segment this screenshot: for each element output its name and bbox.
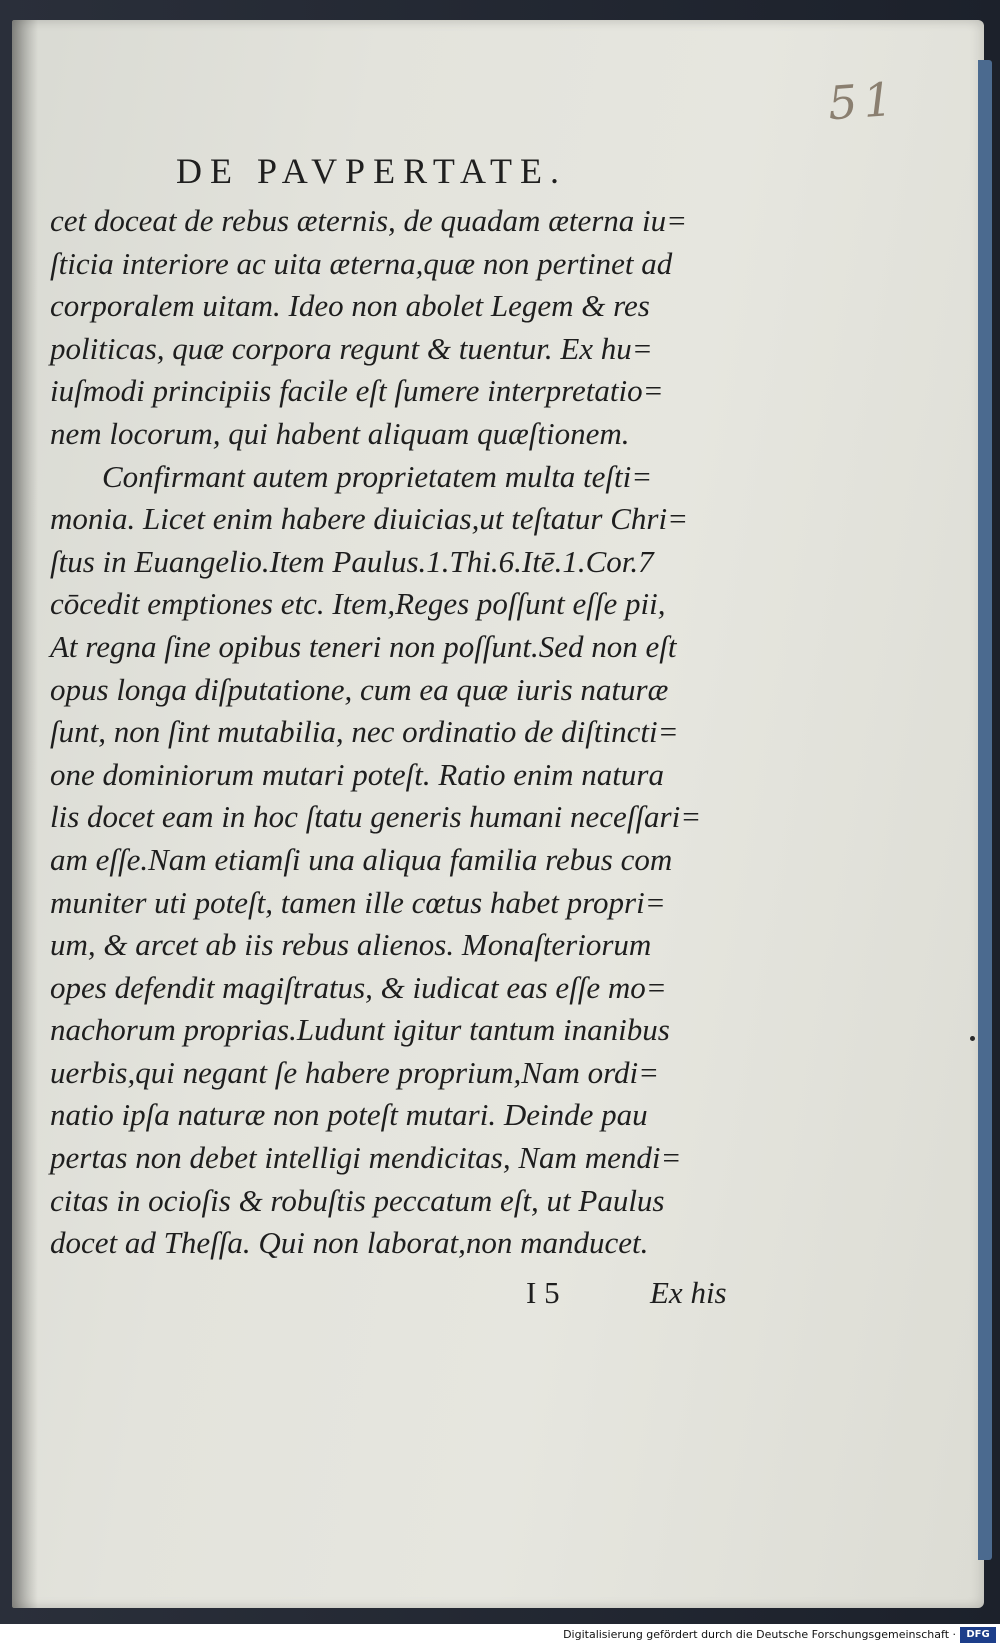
- text-line: iuſmodi principiis facile eſt ſumere interpretatio=: [50, 373, 664, 409]
- catchword: Ex his: [650, 1275, 727, 1310]
- text-line: Confirmant autem proprietatem multa teſti=: [102, 458, 653, 494]
- spine-shadow: [12, 20, 38, 1608]
- catch-row: [50, 1275, 750, 1315]
- text-line: monia. Licet enim habere diuicias,ut teſtatur Chri=: [50, 501, 688, 537]
- book-page: [12, 20, 984, 1608]
- text-line: ſticia interiore ac uita æterna,quæ non pertinet ad: [50, 245, 673, 281]
- text-line: citas in ocioſis & robuſtis peccatum eſt, ut Paulus: [50, 1182, 665, 1218]
- folio-number: 51: [826, 71, 901, 131]
- text-block: [50, 200, 750, 1265]
- text-line: natio ipſa naturæ non poteſt mutari. Deinde pau: [50, 1097, 648, 1133]
- running-head: DE PAVPERTATE.: [176, 151, 568, 191]
- ink-speck: [970, 1036, 975, 1041]
- text-line: cet doceat de rebus æternis, de quadam æterna iu=: [50, 203, 688, 238]
- text-line: pertas non debet intelligi mendicitas, Nam mendi=: [50, 1140, 682, 1176]
- text-line: docet ad Theſſa. Qui non laborat,non manducet.: [50, 1225, 649, 1261]
- text-line: um, & arcet ab iis rebus alienos. Monaſteriorum: [50, 927, 652, 963]
- text-line: nem locorum, qui habent aliquam quæſtionem.: [50, 415, 630, 451]
- page-right-edge: [978, 60, 992, 1560]
- text-line: nachorum proprias.Ludunt igitur tantum inanibus: [50, 1012, 670, 1048]
- text-line: opus longa diſputatione, cum ea quæ iuris naturæ: [50, 671, 669, 707]
- text-line: At regna ſine opibus teneri non poſſunt.Sed non eſt: [50, 628, 677, 664]
- text-line: opes defendit magiſtratus, & iudicat eas eſſe mo=: [50, 969, 667, 1005]
- text-line: ſtus in Euangelio.Item Paulus.1.Thi.6.Itē.1.Cor.7: [50, 543, 654, 579]
- text-line: muniter uti poteſt, tamen ille cœtus habet propri=: [50, 884, 666, 920]
- text-line: uerbis,qui negant ſe habere proprium,Nam ordi=: [50, 1054, 660, 1090]
- text-line: one dominiorum mutari poteſt. Ratio enim natura: [50, 756, 664, 792]
- text-line: cōcedit emptiones etc. Item,Reges poſſunt eſſe pii,: [50, 586, 666, 622]
- signature-mark: I 5: [526, 1275, 560, 1310]
- text-line: corporalem uitam. Ideo non abolet Legem & res: [50, 288, 650, 324]
- text-line: am eſſe.Nam etiamſi una aliqua familia rebus com: [50, 841, 673, 877]
- text-line: ſunt, non ſint mutabilia, nec ordinatio de diſtincti=: [50, 714, 679, 750]
- text-line: politicas, quæ corpora regunt & tuentur. Ex hu=: [50, 330, 653, 366]
- footer-credit: Digitalisierung gefördert durch die Deutsche Forschungsgemeinschaft ·: [563, 1628, 956, 1641]
- footer-bar: [0, 1624, 1000, 1648]
- dfg-logo: DFG: [960, 1627, 996, 1643]
- text-line: lis docet eam in hoc ſtatu generis humani neceſſari=: [50, 799, 702, 835]
